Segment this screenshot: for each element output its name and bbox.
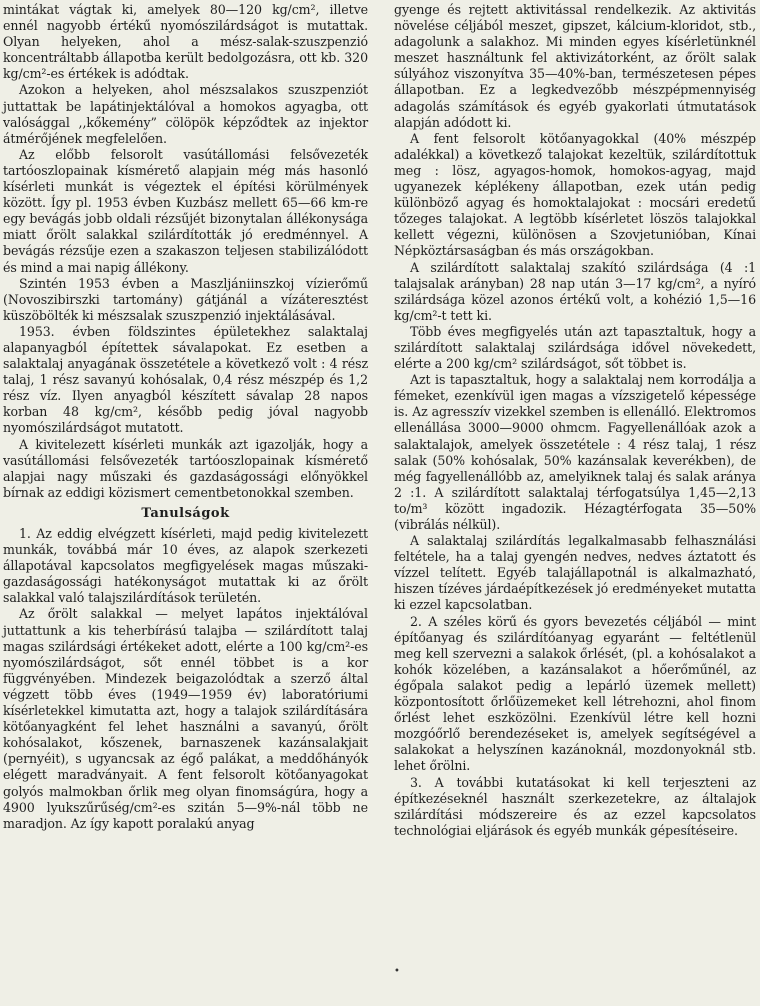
paragraph: Az őrölt salakkal — melyet lapátos injektálóval juttattunk a kis teherbírású talajba — szilárdított talaj magas szilárdsági értékeket adott, elérte a 100 kg/cm²-es nyomószilárdságot, sőt ennél többet is a kor függvényében. Mindezek beigazolódtak a szerző által végzett több éves (1949—1959 év) laboratóriumi kísérletekkel kimutatta azt, hogy a talajok szilárdítására kötőanyagként fel lehet használni a savanyú, őrölt kohósalakot, kőszenek, barnaszenek kazánsalakjait (pernyéit), s ugyancsak az égő palákat, a meddőhányók elégett maradványait. A fent felsorolt kötőanyagokat golyós malmokban őrlik meg olyan finomságúra, hogy a 4900 lyukszűrűség/cm²-es szitán 5—9%-nál több ne maradjon. Az így kapott poralakú anyag [3, 606, 368, 831]
paragraph: 2. A széles körű és gyors bevezetés céljából — mint építőanyag és szilárdítóanyag egyaránt — feltétlenül meg kell szervezni a salakok őrlését, (pl. a kohósalakot a kohók közelében, a kazánsalakot a hőerőműnél, az égőpala salakot pedig a lepárló üzemek mellett) központosított őrlőüzemeket kell létrehozni, ahol finom őrlést lehet eszközölni. Ezenkívül létre kell hozni mozgóőrlő berendezéseket is, amelyek segítségével a salakokat a helyszínen kazánoknál, mozdonyoknál stb. lehet őrölni. [394, 613, 756, 774]
paragraph: Azt is tapasztaltuk, hogy a salaktalaj nem korrodálja a fémeket, ezenkívül igen magas a vízszigetelő képessége is. Az agresszív vizekkel szemben is ellenálló. Elektromos ellenállása 3000—9000 ohmcm. Fagyellenállóak azok a salaktalajok, amelyek összetétele : 4 rész talaj, 1 rész salak (50% kohósalak, 50% kazánsalak keverékben), de még fagyellenállóbb az, amelyiknek talaj és salak aránya 2 :1. A szilárdított salaktalaj térfogatsúlya 1,45—2,13 to/m³ között ingadozik. Hézagtérfogata 35—50% (vibrálás nélkül). [394, 372, 756, 532]
left-column [3, 2, 368, 832]
paragraph: A kivitelezett kísérleti munkák azt igazolják, hogy a vasútállomási felsővezeték tartóoszlopainak kísmérető alapjai nagy műszaki és gazdaságossági előnyökkel bírnak az eddigi közismert cementbetonokkal szemben. [3, 436, 368, 500]
paragraph: 1953. évben földszintes épületekhez salaktalaj alapanyagból építettek sávalapokat. Ez esetben a salaktalaj anyagának összetétele a következő volt : 4 rész talaj, 1 rész savanyú kohósalak, 0,4 rész mészpép és 1,2 rész víz. Ilyen anyagból készített sávalap 28 napos korban 48 kg/cm², később pedig jóval nagyobb nyomószilárdságot mutatott. [3, 323, 368, 436]
section-heading: Tanulságok [141, 505, 230, 521]
paragraph: A szilárdított salaktalaj szakító szilárdsága (4 :1 talajsalak arányban) 28 nap után 3—17 kg/cm², a nyíró szilárdsága közel azonos értékű volt, a kohézió 1,5—16 kg/cm²-t tett ki. [394, 259, 756, 323]
end-mark: • [394, 966, 400, 977]
paragraph: A fent felsorolt kötőanyagokkal (40% mészpép adalékkal) a következő talajokat kezeltük, szilárdítottuk meg : lösz, agyagos-homok, homokos-agyag, majd ugyanezek képlékeny állapotban, ezek után pedig különböző agyag és homoktalajokat : mocsári eredetű tőzeges talajokat. A legtöbb kísérletet löszös talajokkal kellett végezni, különösen a Szovjetunióban, Kínai Népköztársaságban és más országokban. [394, 130, 756, 259]
paragraph: Az előbb felsorolt vasútállomási felsővezeték tartóoszlopainak kísmérető alapjain még más hasonló kísérleti munkát is végeztek el építési körülmények között. Így pl. 1953 évben Kuzbász mellett 65—66 km-re egy bevágás jobb oldali rézsűjét bizonytalan állékonysága miatt őrölt salakkal szilárdították jó eredménnyel. A bevágás rézsűje ezen a szakaszon teljesen stabilizálódott és mind a mai napig állékony. [3, 146, 368, 275]
paragraph: A salaktalaj szilárdítás legalkalmasabb felhasználási feltétele, ha a talaj gyengén nedves, nedves áztatott és vízzel telített. Egyéb talajállapotnál is alkalmazható, hiszen tízéves járdaépítkezések jó eredményeket mutatta ki ezzel kapcsolatban. [394, 533, 756, 613]
paragraph: mintákat vágtak ki, amelyek 80—120 kg/cm², illetve ennél nagyobb értékű nyomószilárdságot is mutattak. Olyan helyeken, ahol a mész-salak-szuszpenzió koncentráltabb állapotba került bedolgozásra, ott kb. 320 kg/cm²-es értékek is adódtak. [3, 2, 368, 82]
right-column [394, 2, 756, 839]
paragraph: Több éves megfigyelés után azt tapasztaltuk, hogy a szilárdított salaktalaj szilárdsága idővel növekedett, elérte a 200 kg/cm² szilárdságot, sőt többet is. [394, 323, 756, 372]
paragraph: 1. Az eddig elvégzett kísérleti, majd pedig kivitelezett munkák, továbbá már 10 éves, az alapok szerkezeti állapotával kapcsolatos megfigyelések magas műszaki-gazdaságossági hatékonyságot mutattak ki az őrölt salakkal való talajszilárdítások területén. [3, 526, 368, 606]
paragraph: 3. A további kutatásokat ki kell terjeszteni az építkezéseknél használt szerkezetekre, az általajok szilárdítási módszereire és az ezzel kapcsolatos technológiai eljárások és egyéb munkák gépesítéseire. [394, 774, 756, 838]
paragraph: gyenge és rejtett aktivitással rendelkezik. Az aktivitás növelése céljából meszet, gipszet, kálcium-kloridot, stb., adagolunk a salakhoz. Mi minden egyes kísérletünknél meszet használtunk fel aktivizátorként, az őrölt salak súlyához viszonyítva 35—40%-ban, természetesen pépes állapotban. Ez a legkedvezőbb mészpépmennyiség adagolás számítások és egyéb gyakorlati útmutatások alapján adódott ki. [394, 2, 756, 130]
paragraph: Azokon a helyeken, ahol mészsalakos szuszpenziót juttattak be lapátinjektálóval a homokos agyagba, ott valósággal ,,kőkemény” cölöpök képződtek az injektor átmérőjének megfelelően. [3, 82, 368, 146]
paragraph: Szintén 1953 évben a Maszljániinszkoj vízierőmű (Novoszibirszki tartomány) gátjánál a vízáteresztést küszöbölték ki mészsalak szuszpenzió injektálásával. [3, 275, 368, 323]
